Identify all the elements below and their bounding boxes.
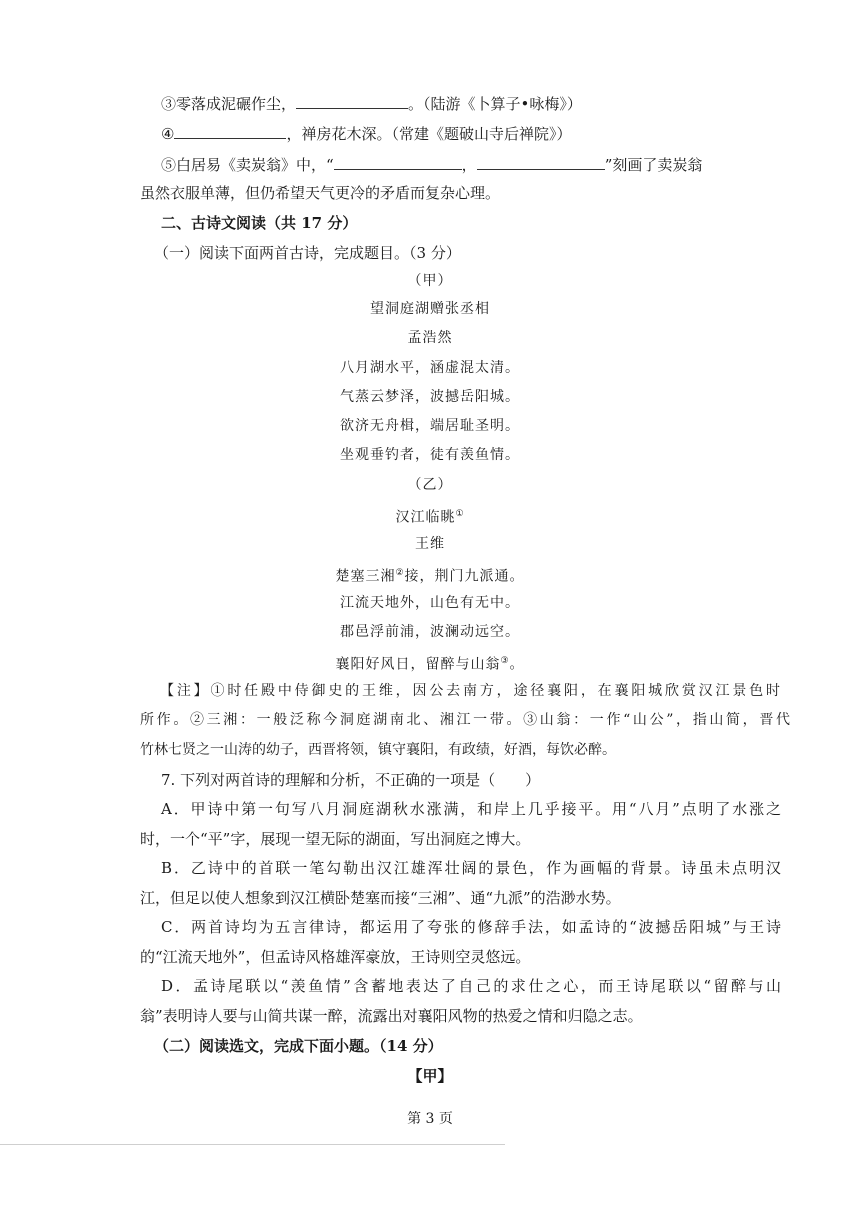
footnote-ref: ① bbox=[455, 509, 465, 519]
poem-a-author: 孟浩然 bbox=[407, 330, 453, 346]
poem-b-marker: （乙） bbox=[407, 477, 453, 493]
fill-in-q4: ④ ，禅房花木深。（常建《题破山寺后禅院》） bbox=[161, 125, 572, 143]
poem-a-line: 坐观垂钓者，徒有羡鱼情。 bbox=[340, 447, 520, 463]
poem-b-line: 江流天地外，山色有无中。 bbox=[340, 595, 520, 611]
option-a: A．甲诗中第一句写八月洞庭湖秋水涨满，和岸上几乎接平。用“八月”点明了水涨之 bbox=[161, 800, 781, 818]
note-line: 【注】①时任殿中侍御史的王维，因公去南方，途径襄阳，在襄阳城欣赏汉江景色时 bbox=[160, 683, 780, 699]
answer-blank[interactable] bbox=[477, 155, 605, 170]
poem-a-line: 欲济无舟楫，端居耻圣明。 bbox=[340, 418, 520, 434]
page-number: 第 3 页 bbox=[407, 1111, 453, 1127]
part1-intro: （一）阅读下面两首古诗，完成题目。（3 分） bbox=[154, 244, 461, 262]
poem-b-title: 汉江临眺① bbox=[395, 509, 465, 526]
poem-b-line: 楚塞三湘②接，荆门九派通。 bbox=[335, 568, 525, 585]
option-b: B．乙诗中的首联一笔勾勒出汉江雄浑壮阔的景色，作为画幅的背景。诗虽未点明汉 bbox=[161, 859, 781, 877]
poem-a-marker: （甲） bbox=[407, 273, 453, 289]
poem-b-line: 郡邑浮前浦，波澜动远空。 bbox=[340, 624, 520, 640]
option-a-cont: 时，一个“平”字，展现一望无际的湖面，写出洞庭之博大。 bbox=[140, 830, 531, 848]
section-heading: 二、古诗文阅读（共 17 分） bbox=[161, 214, 358, 232]
option-d-cont: 翁”表明诗人要与山简共谋一醉，流露出对襄阳风物的热爱之情和归隐之志。 bbox=[140, 1007, 643, 1025]
poem-b-line: 襄阳好风日，留醉与山翁③。 bbox=[335, 656, 525, 673]
footnote-ref: ② bbox=[395, 568, 405, 578]
answer-blank[interactable] bbox=[174, 124, 286, 139]
footer-divider bbox=[0, 1144, 505, 1145]
option-c: C．两首诗均为五言律诗，都运用了夸张的修辞手法，如孟诗的“波撼岳阳城”与王诗 bbox=[161, 918, 781, 936]
poem-a-line: 气蒸云梦泽，波撼岳阳城。 bbox=[340, 389, 520, 405]
note-line: 竹林七贤之一山涛的幼子，西晋将领，镇守襄阳，有政绩，好酒，每饮必醉。 bbox=[140, 742, 616, 758]
answer-blank[interactable] bbox=[334, 155, 462, 170]
poem-a-line: 八月湖水平，涵虚混太清。 bbox=[340, 360, 520, 376]
part2-intro: （二）阅读选文，完成下面小题。（14 分） bbox=[154, 1037, 443, 1055]
option-c-cont: 的“江流天地外”，但孟诗风格雄浑豪放，王诗则空灵悠远。 bbox=[140, 948, 531, 966]
fill-in-q5: ⑤白居易《卖炭翁》中，“ ， ”刻画了卖炭翁 bbox=[161, 156, 703, 174]
answer-blank[interactable] bbox=[296, 94, 408, 109]
fill-in-q5-line2: 虽然衣服单薄，但仍希望天气更冷的矛盾而复杂心理。 bbox=[140, 184, 501, 202]
poem-b-author: 王维 bbox=[415, 536, 445, 552]
note-line: 所作。②三湘：一般泛称今洞庭湖南北、湘江一带。③山翁：一作“山公”，指山简，晋代 bbox=[140, 712, 790, 728]
part2-marker: 【甲】 bbox=[407, 1067, 453, 1085]
footnote-ref: ③ bbox=[500, 656, 510, 666]
option-b-cont: 江，但足以使人想象到汉江横卧楚塞而接“三湘”、通“九派”的浩渺水势。 bbox=[140, 889, 621, 907]
fill-in-q3: ③零落成泥碾作尘， 。（陆游《卜算子•咏梅》） bbox=[161, 95, 582, 113]
question-7-stem: 7. 下列对两首诗的理解和分析，不正确的一项是（ ） bbox=[161, 771, 541, 789]
option-d: D．孟诗尾联以“羡鱼情”含蓄地表达了自己的求仕之心，而王诗尾联以“留醉与山 bbox=[161, 977, 781, 995]
poem-a-title: 望洞庭湖赠张丞相 bbox=[370, 301, 490, 317]
